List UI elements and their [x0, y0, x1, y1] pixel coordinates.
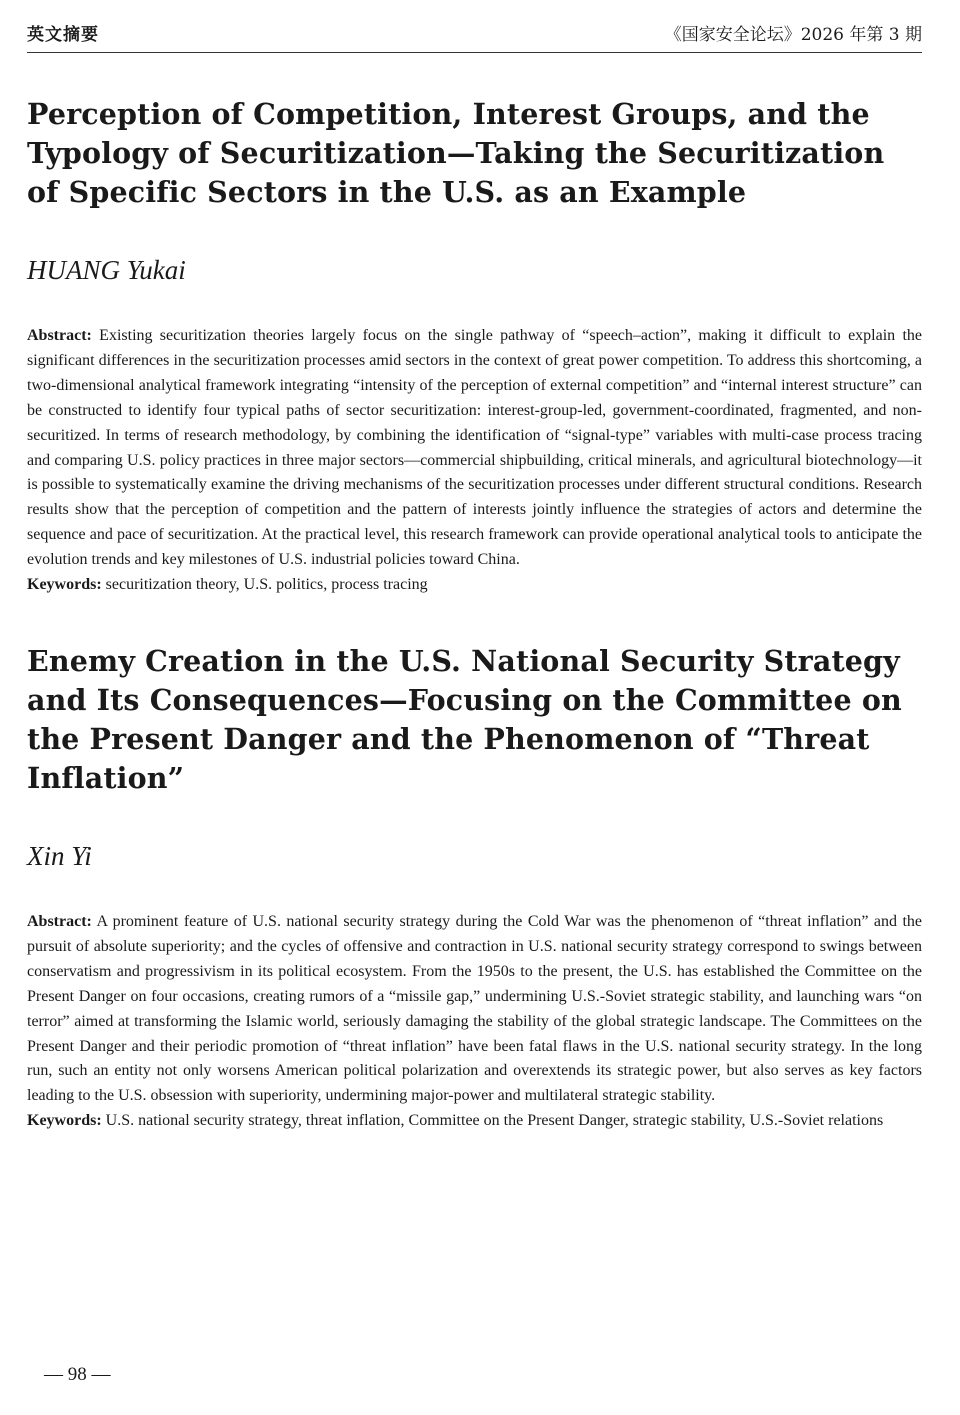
abstract-text: Existing securitization theories largely focus on the single pathway of “speech–action”, making it difficult to explain the significant differences in the securitization processes amid sectors in the context of great power competition. To address this shortcoming, a two-dimensional analytical framework integrating “intensity of the perception of external competition” and “internal interest structure” can be constructed to identify four typical paths of sector securitization: interest-group-led, government-coordinated, fragmented, and non-securitized. In terms of research methodology, by combining the identification of “signal-type” variables with multi-case process tracing and comparing U.S. policy practices in three major sectors—commercial shipbuilding, critical minerals, and agricultural biotechnology—it is possible to systematically examine the driving mechanisms of the securitization processes under different structural conditions. Research results show that the perception of competition and the pattern of interests jointly influence the strategies of actors and determine the sequence and pace of securitization. At the practical level, this research framework can provide operational analytical tools to anticipate the evolution trends and key milestones of U.S. industrial policies toward China.: [27, 327, 923, 569]
article-abstract: [27, 324, 922, 573]
article-title: Perception of Competition, Interest Groups, and the Typology of Securitization—Taking the Securitization of Specific Sectors in the U.S. as an Example: [27, 97, 885, 209]
abstract-label: Abstract:: [27, 913, 92, 930]
article-1: [27, 95, 922, 598]
keywords-label: Keywords:: [27, 576, 102, 594]
page-number: — 98 —: [44, 1364, 111, 1385]
running-header: [27, 22, 922, 53]
keywords-label: Keywords:: [27, 1112, 102, 1130]
keywords-text: securitization theory, U.S. politics, process tracing: [105, 576, 428, 594]
article-author: HUANG Yukai: [27, 255, 186, 285]
keywords-text: U.S. national security strategy, threat inflation, Committee on the Present Danger, strategic stability, U.S.-Soviet relations: [105, 1112, 884, 1130]
abstract-label: Abstract:: [27, 327, 92, 344]
article-abstract: [27, 910, 922, 1109]
article-title: Enemy Creation in the U.S. National Security Strategy and Its Consequences—Focusing on the Committee on the Present Danger and the Phenomenon of “Threat Inflation”: [27, 644, 902, 795]
article-keywords: [27, 1109, 922, 1134]
article-keywords: [27, 573, 922, 598]
journal-issue: 《国家安全论坛》2026 年第 3 期: [664, 25, 922, 45]
article-2: [27, 642, 922, 1134]
abstract-text: A prominent feature of U.S. national security strategy during the Cold War was the phenomenon of “threat inflation” and the pursuit of absolute superiority; and the cycles of offensive and contraction in U.S. national security strategy correspond to swings between conservatism and progressivism in its political ecosystem. From the 1950s to the present, the U.S. has established the Committee on the Present Danger on four occasions, creating rumors of a “missile gap,” undermining U.S.-Soviet strategic stability, and launching wars “on terror” aimed at transforming the Islamic world, seriously damaging the stability of the global strategic landscape. The Committees on the Present Danger and their periodic promotion of “threat inflation” have been fatal flaws in the U.S. national security strategy. In the long run, such an entity not only worsens American political polarization and overextends its strategic power, but also serves as key factors leading to the U.S. obsession with superiority, undermining major-power and multilateral strategic stability.: [27, 913, 923, 1105]
section-label: 英文摘要: [27, 25, 99, 45]
article-author: Xin Yi: [27, 841, 92, 871]
